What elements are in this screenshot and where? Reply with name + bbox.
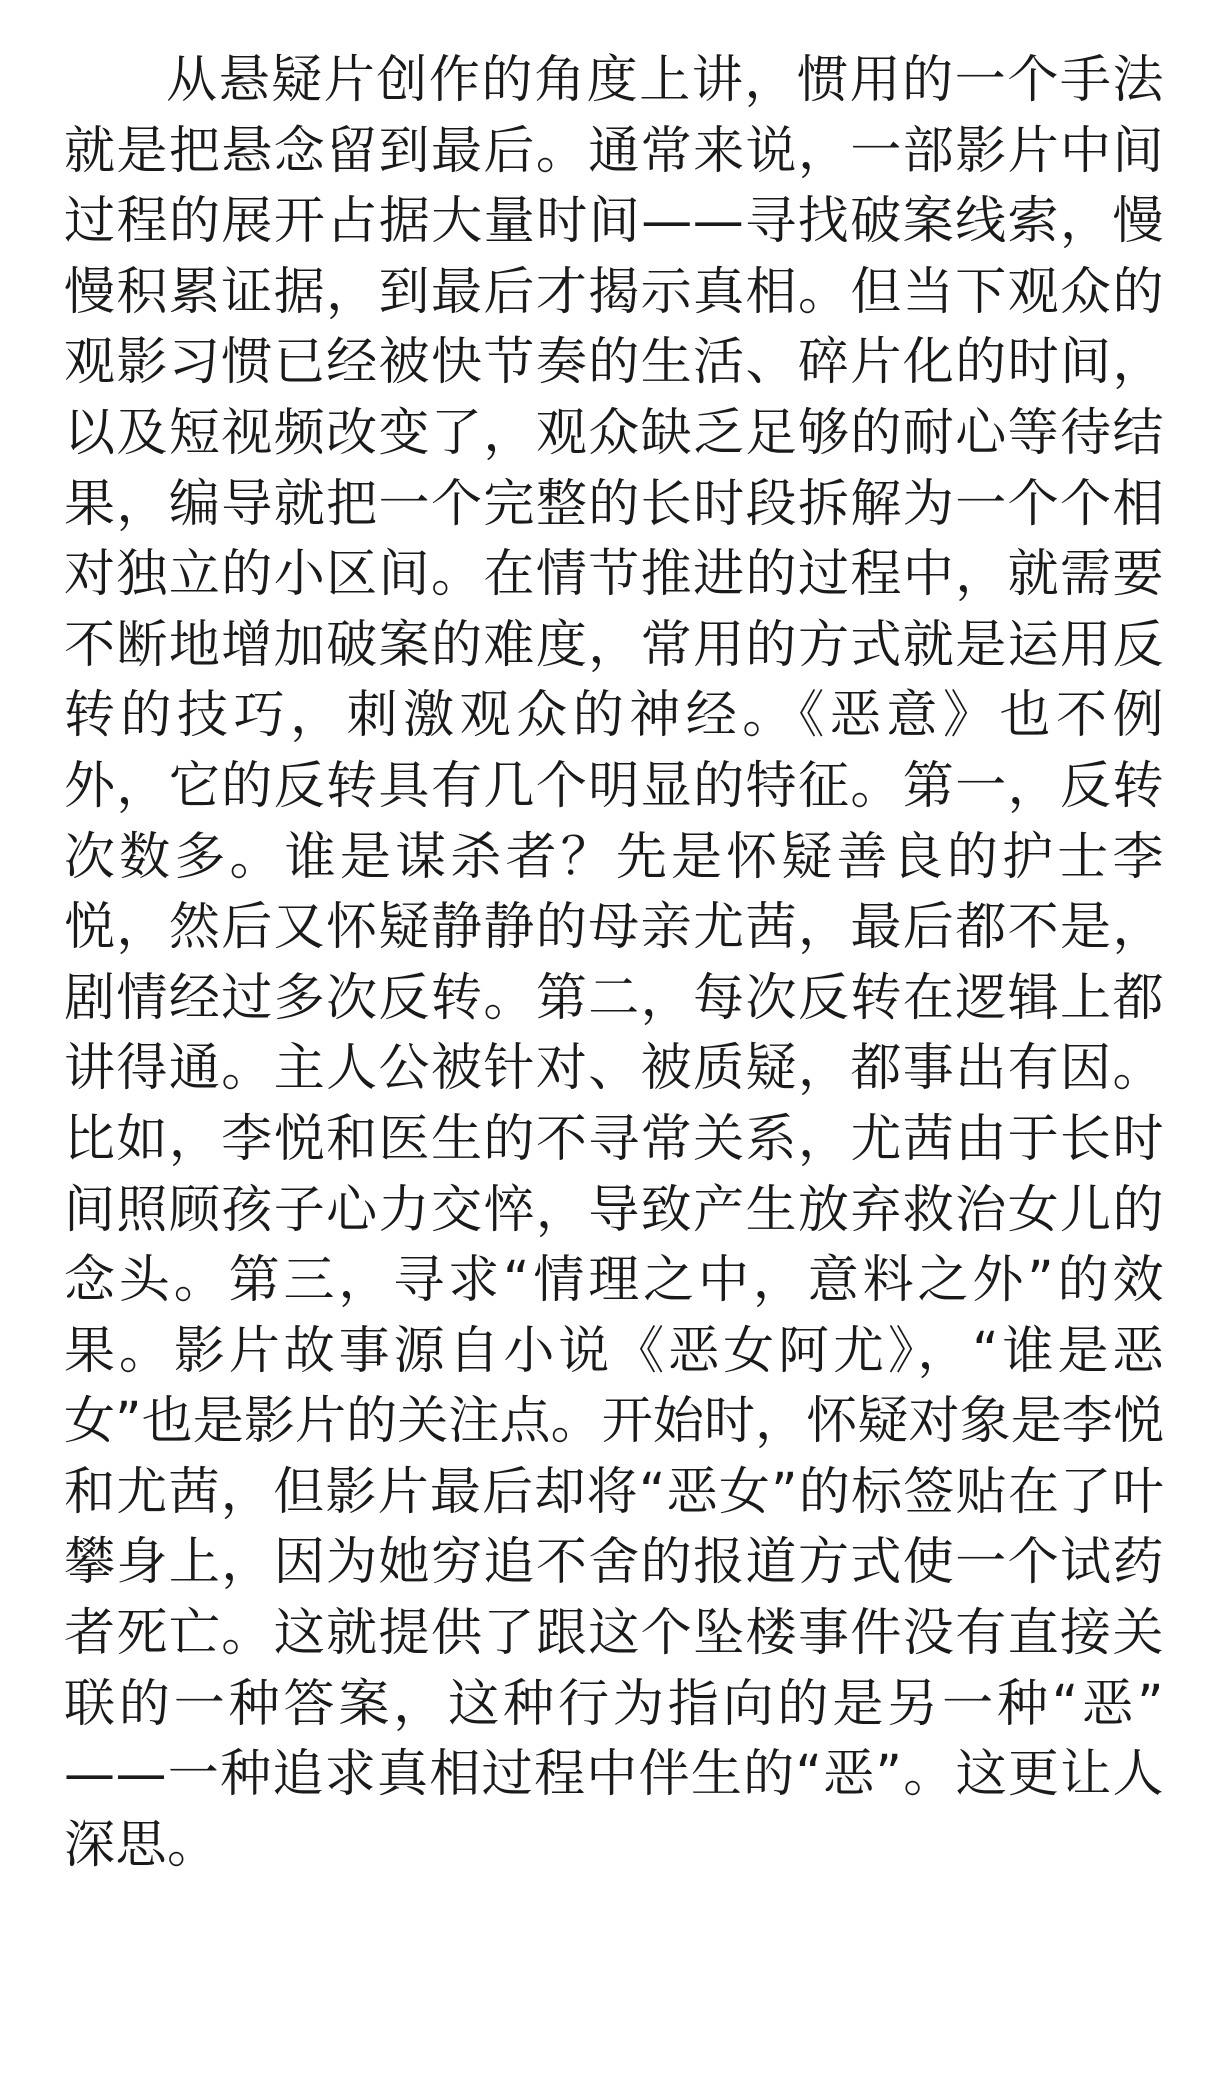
text-line: 深思。 [64,1815,219,1875]
text-line: 慢积累证据，到最后才揭示真相。但当下观众的 [64,262,1164,322]
text-line: 悦，然后又怀疑静静的母亲尤茜，最后都不是， [64,898,1164,958]
text-line: 联的一种答案，这种行为指向的是另一种“恶” [64,1674,1164,1734]
text-line: 间照顾孩子心力交悴，导致产生放弃救治女儿的 [64,1180,1164,1240]
text-line: 转的技巧，刺激观众的神经。《恶意》也不例 [64,686,1164,746]
text-line: 者死亡。这就提供了跟这个坠楼事件没有直接关 [64,1604,1164,1664]
text-line: 对独立的小区间。在情节推进的过程中，就需要 [64,545,1164,605]
text-line: 女”也是影片的关注点。开始时，怀疑对象是李悦 [64,1392,1164,1452]
text-line: 剧情经过多次反转。第二，每次反转在逻辑上都 [64,968,1164,1028]
text-line: 不断地增加破案的难度，常用的方式就是运用反 [64,615,1164,675]
text-line: 和尤茜，但影片最后却将“恶女”的标签贴在了叶 [64,1462,1164,1522]
text-line: 讲得通。主人公被针对、被质疑，都事出有因。 [64,1039,1164,1099]
text-line: 次数多。谁是谋杀者？先是怀疑善良的护士李 [64,827,1164,887]
text-line: 果，编导就把一个完整的长时段拆解为一个个相 [64,474,1164,534]
text-line: 就是把悬念留到最后。通常来说，一部影片中间 [64,121,1164,181]
text-line: 果。影片故事源自小说《恶女阿尤》，“谁是恶 [64,1321,1164,1381]
text-line: 攀身上，因为她穷追不舍的报道方式使一个试药 [64,1533,1164,1593]
text-line: 从悬疑片创作的角度上讲，惯用的一个手法 [166,51,1164,110]
text-line: ——一种追求真相过程中伴生的“恶”。这更让人 [64,1745,1164,1805]
article-body [64,46,1164,1881]
text-line: 过程的展开占据大量时间——寻找破案线索，慢 [64,192,1164,252]
text-line: 以及短视频改变了，观众缺乏足够的耐心等待结 [64,403,1164,463]
text-line: 外，它的反转具有几个明显的特征。第一，反转 [64,756,1164,816]
text-line: 观影习惯已经被快节奏的生活、碎片化的时间， [64,333,1164,393]
text-line: 念头。第三，寻求“情理之中，意料之外”的效 [64,1251,1164,1311]
text-line: 比如，李悦和医生的不寻常关系，尤茜由于长时 [64,1109,1164,1169]
